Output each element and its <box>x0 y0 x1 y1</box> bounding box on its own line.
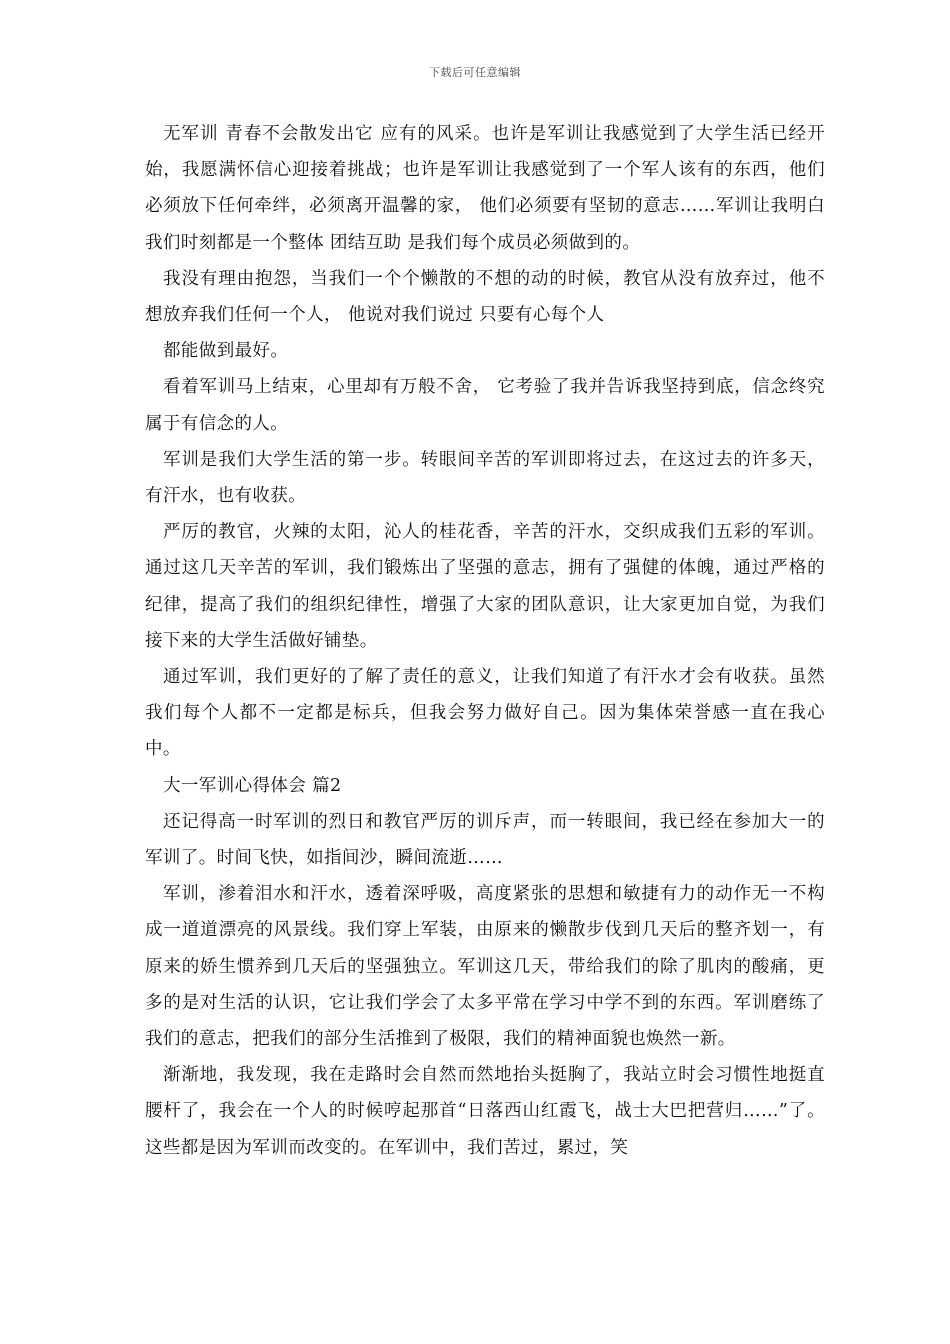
paragraph: 都能做到最好。 <box>163 341 289 362</box>
paragraph: 军训，渗着泪水和汗水，透着深呼吸，高度紧张的思想和敏捷有力的动作无一不构成一道道漂亮的风景线。我们穿上军装，由原来的懒散步伐到几天后的整齐划一，有原来的娇生惯养到几天后的坚强独立。军训这几天，带给我们的除了肌肉的酸痛，更多的是对生活的认识，它让我们学会了太多平常在学习中学不到的东西。军训磨练了我们的意志，把我们的部分生活推到了极限，我们的精神面貌也焕然一新。 <box>145 884 825 1050</box>
section-heading: 大一军训心得体会 篇2 <box>163 775 342 796</box>
paragraph: 渐渐地，我发现，我在走路时会自然而然地抬头挺胸了，我站立时会习惯性地挺直腰杆了，我会在一个人的时候哼起那首“日落西山红霞飞，战士大巴把营归……”了。这些都是因为军训而改变的。在军训中，我们苦过，累过，笑 <box>145 1065 825 1158</box>
paragraph: 严厉的教官，火辣的太阳，沁人的桂花香，辛苦的汗水，交织成我们五彩的军训。通过这几天辛苦的军训，我们锻炼出了坚强的意志，拥有了强健的体魄，通过严格的纪律，提高了我们的组织纪律性，增强了大家的团队意识，让大家更加自觉，为我们接下来的大学生活做好铺垫。 <box>145 522 825 651</box>
paragraph: 通过军训，我们更好的了解了责任的意义，让我们知道了有汗水才会有收获。虽然我们每个人都不一定都是标兵，但我会努力做好自己。因为集体荣誉感一直在我心中。 <box>145 667 825 760</box>
paragraph: 还记得高一时军训的烈日和教官严厉的训斥声，而一转眼间，我已经在参加大一的军训了。时间飞快，如指间沙，瞬间流逝…… <box>145 811 825 869</box>
paragraph: 军训是我们大学生活的第一步。转眼间辛苦的军训即将过去，在这过去的许多天，有汗水，也有收获。 <box>145 449 825 507</box>
paragraph: 无军训 青春不会散发出它 应有的风采。也许是军训让我感觉到了大学生活已经开始，我愿满怀信心迎接着挑战；也许是军训让我感觉到了一个军人该有的东西，他们必须放下任何牵绊，必须离开温馨的家， 他们必须要有坚韧的意志……军训让我明白我们时刻都是一个整体 团结互助 是我们每个成员必须做到的。 <box>145 124 825 253</box>
document-body <box>145 116 825 1166</box>
page-header: 下载后可任意编辑 <box>429 66 521 79</box>
paragraph: 看着军训马上结束，心里却有万般不舍， 它考验了我并告诉我坚持到底，信念终究属于有信念的人。 <box>145 377 825 434</box>
paragraph: 我没有理由抱怨，当我们一个个懒散的不想的动的时候，教官从没有放弃过，他不想放弃我们任何一个人， 他说对我们说过 只要有心每个人 <box>145 268 825 326</box>
